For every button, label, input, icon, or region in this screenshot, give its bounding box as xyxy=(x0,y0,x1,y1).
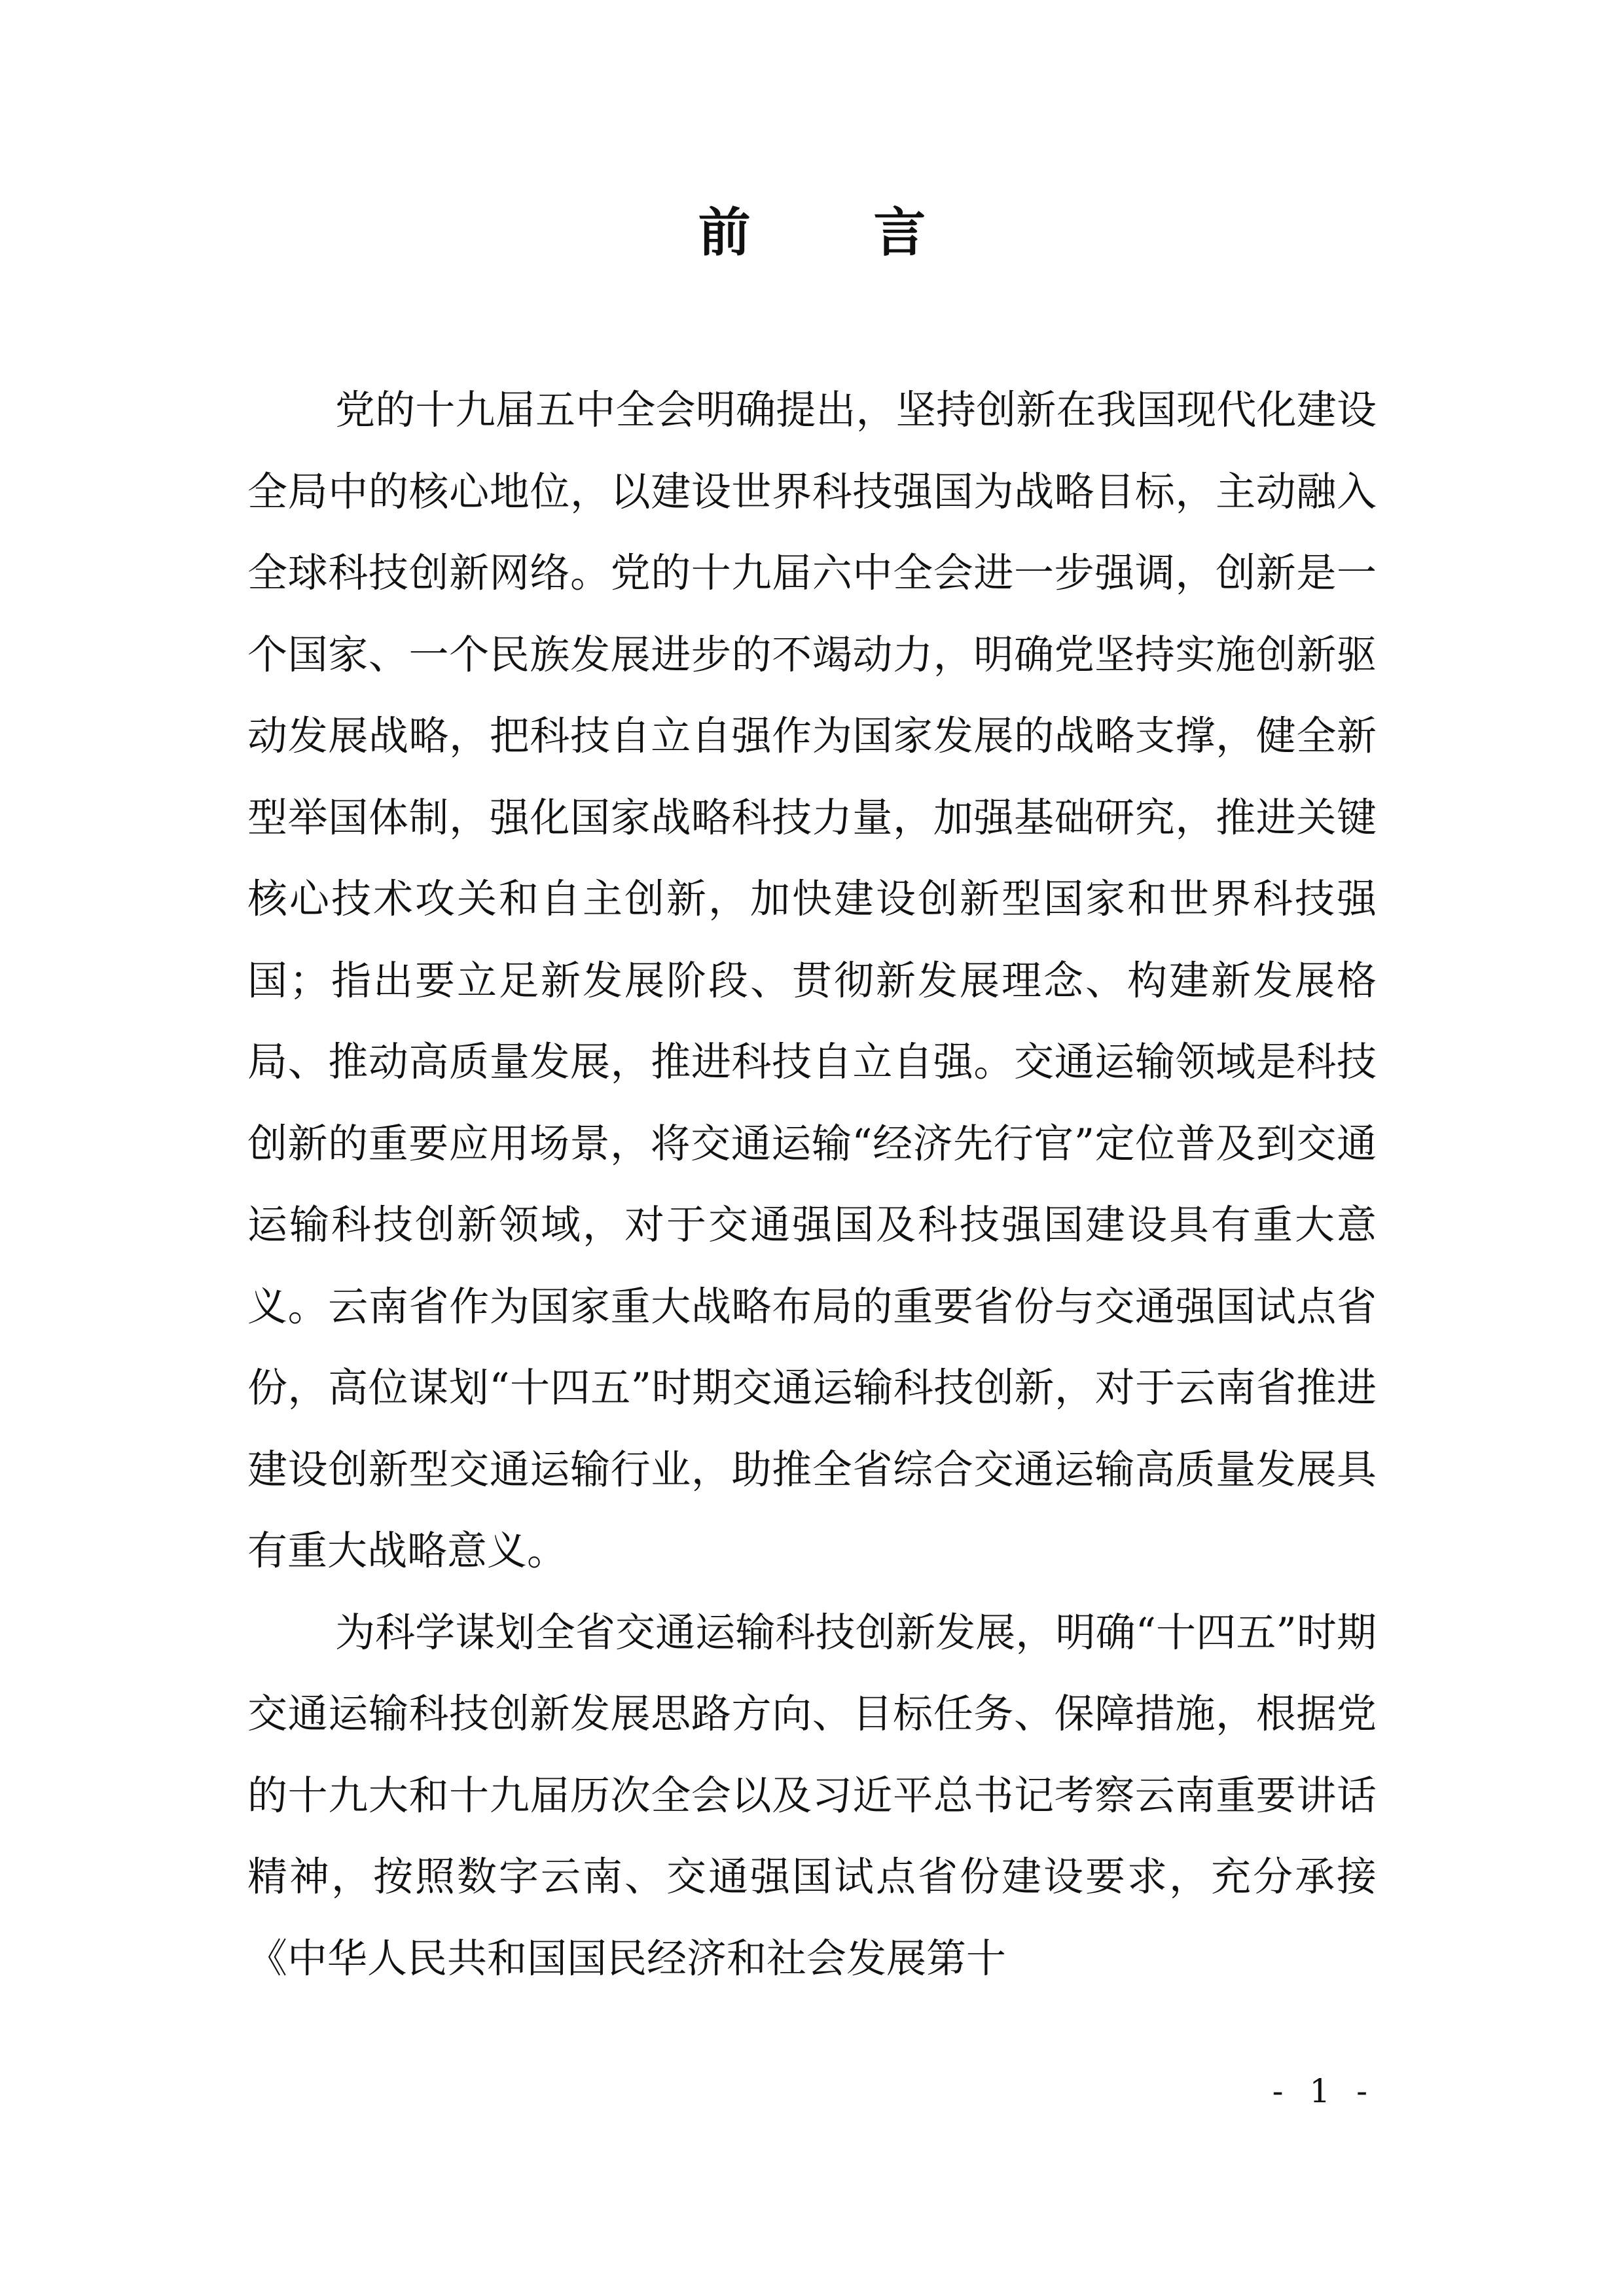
paragraph-2: 为科学谋划全省交通运输科技创新发展，明确“十四五”时期交通运输科技创新发展思路方向、目标任务、保障措施，根据党的十九大和十九届历次全会以及习近平总书记考察云南重要讲话精神，按照数字云南、交通强国试点省份建设要求，充分承接《中华人民共和国国民经济和社会发展第十 xyxy=(247,1609,1377,1982)
page-number: - 1 - xyxy=(1272,2072,1375,2110)
body-text xyxy=(247,370,1377,2000)
page-title: 前 言 xyxy=(698,202,979,263)
paragraph-1: 党的十九届五中全会明确提出，坚持创新在我国现代化建设全局中的核心地位，以建设世界科技强国为战略目标，主动融入全球科技创新网络。党的十九届六中全会进一步强调，创新是一个国家、一个民族发展进步的不竭动力，明确党坚持实施创新驱动发展战略，把科技自立自强作为国家发展的战略支撑，健全新型举国体制，强化国家战略科技力量，加强基础研究，推进关键核心技术攻关和自主创新，加快建设创新型国家和世界科技强国；指出要立足新发展阶段、贯彻新发展理念、构建新发展格局、推动高质量发展，推进科技自立自强。交通运输领域是科技创新的重要应用场景，将交通运输“经济先行官”定位普及到交通运输科技创新领域，对于交通强国及科技强国建设具有重大意义。云南省作为国家重大战略布局的重要省份与交通强国试点省份，高位谋划“十四五”时期交通运输科技创新，对于云南省推进建设创新型交通运输行业，助推全省综合交通运输高质量发展具有重大战略意义。 xyxy=(247,387,1377,1574)
